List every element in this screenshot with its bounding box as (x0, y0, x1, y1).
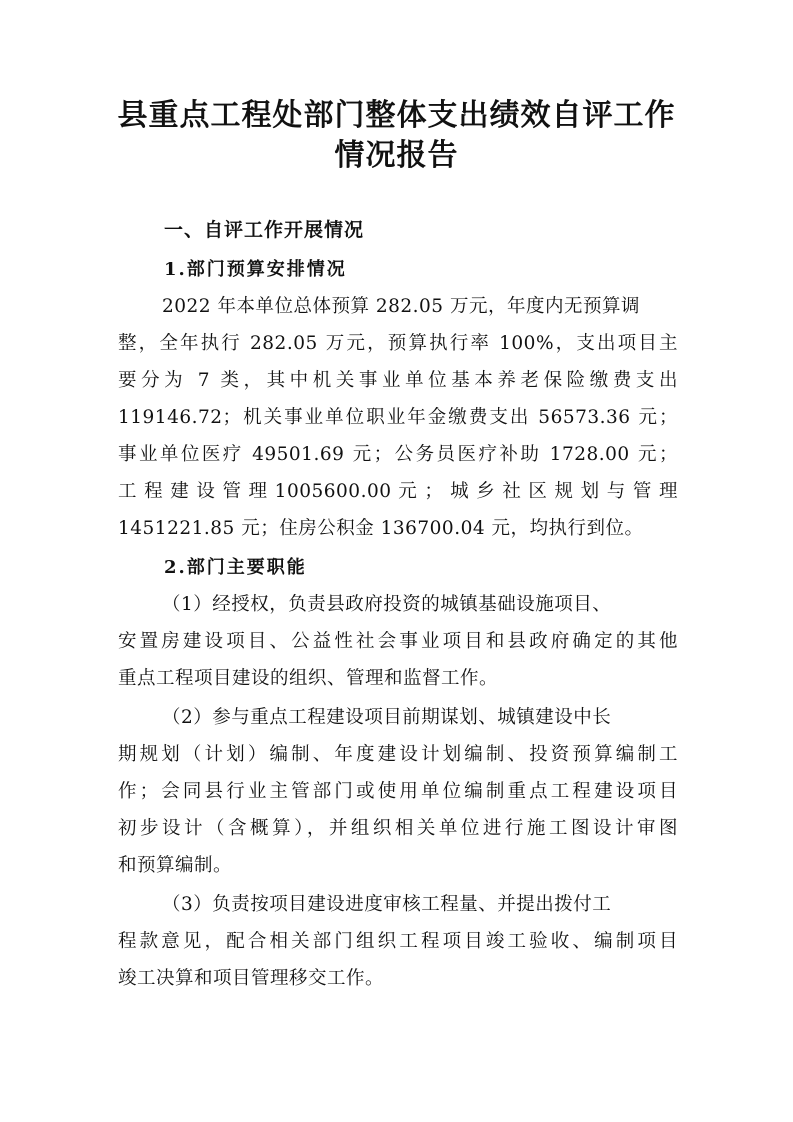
function-item-2-line: 作；会同县行业主管部门或使用单位编制重点工程建设项目 (118, 781, 678, 802)
paragraph-budget-line: 1451221.85 元；住房公积金 136700.04 元，均执行到位。 (118, 518, 644, 539)
subheading-budget-arrangement: 1.部门预算安排情况 (164, 259, 347, 280)
document-title-line-2: 情况报告 (334, 138, 459, 173)
paragraph-budget-line: 整，全年执行 282.05 万元，预算执行率 100%，支出项目主 (118, 333, 678, 354)
paragraph-budget-line: 要分为 7 类，其中机关事业单位基本养老保险缴费支出 (118, 370, 678, 391)
function-item-2-line: （2）参与重点工程建设项目前期谋划、城镇建设中长 (162, 707, 612, 728)
function-item-2-line: 和预算编制。 (118, 855, 233, 876)
function-item-3-line: 竣工决算和项目管理移交工作。 (118, 968, 385, 989)
paragraph-budget-line: 工 程 建 设 管 理 1005600.00 元 ； 城 乡 社 区 规 划 与 管 理 (118, 481, 678, 502)
function-item-1-line: 重点工程项目建设的组织、管理和监督工作。 (118, 668, 499, 689)
subheading-main-functions: 2.部门主要职能 (164, 557, 307, 578)
section-heading-self-evaluation: 一、自评工作开展情况 (164, 219, 365, 241)
paragraph-budget-line: 2022 年本单位总体预算 282.05 万元，年度内无预算调 (162, 296, 640, 317)
function-item-1-line: （1）经授权，负责县政府投资的城镇基础设施项目、 (162, 594, 612, 615)
function-item-2-line: 期规划（计划）编制、年度建设计划编制、投资预算编制工 (118, 744, 678, 765)
paragraph-budget-line: 事业单位医疗 49501.69 元；公务员医疗补助 1728.00 元； (118, 444, 678, 465)
function-item-3-line: 程款意见，配合相关部门组织工程项目竣工验收、编制项目 (118, 931, 678, 952)
function-item-3-line: （3）负责按项目建设进度审核工程量、并提出拨付工 (162, 894, 612, 915)
paragraph-budget-line: 119146.72；机关事业单位职业年金缴费支出 56573.36 元； (118, 407, 678, 428)
function-item-2-line: 初步设计（含概算），并组织相关单位进行施工图设计审图 (118, 818, 678, 839)
document-title-line-1: 县重点工程处部门整体支出绩效自评工作 (117, 98, 676, 133)
function-item-1-line: 安置房建设项目、公益性社会事业项目和县政府确定的其他 (118, 631, 678, 652)
